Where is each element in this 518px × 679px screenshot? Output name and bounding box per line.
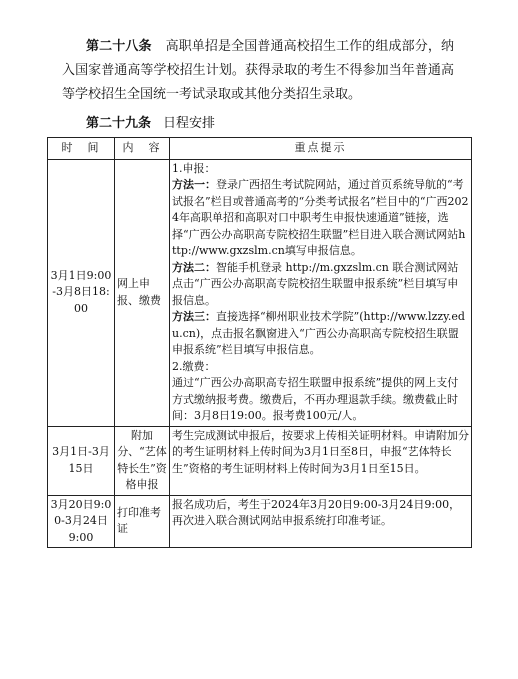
- row3-time: 3月20日9:00-3月24日9:00: [48, 495, 115, 548]
- row1-section2-title: 2.缴费：: [172, 359, 216, 373]
- row1-method3: [172, 309, 469, 359]
- method3-label: 方法三：: [172, 310, 216, 323]
- row3-notes: 报名成功后，考生于2024年3月20日9:00-3月24日9:00，再次进入联合测试网站申报系统打印准考证。: [170, 495, 472, 548]
- table-row: [48, 426, 472, 495]
- article-29-heading: [86, 113, 215, 135]
- header-key-notes: 重点提示: [170, 138, 472, 160]
- row1-section2-text: 通过“广西公办高职高专招生联盟申报系统”提供的网上支付方式缴纳报考费。缴费后，不再办理退款手续。缴费截止时间：3月8日19:00。报考费100元/人。: [172, 376, 459, 422]
- table-row: [48, 495, 472, 548]
- row1-notes: [170, 159, 472, 426]
- row1-method1: [172, 177, 469, 260]
- row3-item: 打印准考证: [115, 495, 170, 548]
- article-29-number: 第二十九条: [86, 116, 152, 131]
- row1-section1-title: 1.申报：: [172, 161, 216, 175]
- table-row: [48, 159, 472, 426]
- article-28-text: 高职单招是全国普通高校招生工作的组成部分，纳入国家普通高等学校招生计划。获得录取的考生不得参加当年普通高等学校招生全国统一考试录取或其他分类招生录取。: [62, 39, 454, 102]
- row2-time: 3月1日-3月15日: [48, 426, 115, 495]
- schedule-table: [47, 137, 472, 548]
- article-29-title: 日程安排: [163, 116, 216, 131]
- row1-time: 3月1日9:00 -3月8日18:00: [48, 159, 115, 426]
- row2-notes: 考生完成测试申报后，按要求上传相关证明材料。申请附加分的考生证明材料上传时间为3月1日至8日，申报“艺体特长生”资格的考生证明材料上传时间为3月1日至15日。: [170, 426, 472, 495]
- header-time: 时 间: [48, 138, 115, 160]
- method2-text: 智能手机登录 http://m.gxzslm.cn 联合测试网站点击“广西公办高职高专院校招生联盟申报系统”栏目填写申报信息。: [172, 260, 459, 307]
- article-28-number: 第二十八条: [86, 39, 152, 54]
- method1-text: 登录广西招生考试院网站，通过首页系统导航的“考试报名”栏目或普通高考的“分类考试报名”栏目中的“广西2024年高职单招和高职对口中职考生申报快速通道”链接，选择“广西公办高职高专院校招生联盟”栏目进入联合测试网站http://www.gxzslm.cn填写申报信息。: [172, 178, 469, 257]
- method3-text: 直接选择“柳州职业技术学院”(http://www.lzzy.edu.cn)，点击报名飘窗进入“广西公办高职高专院校招生联盟申报系统”栏目填写申报信息。: [172, 310, 465, 356]
- row1-item: 网上申报、缴费: [115, 159, 170, 426]
- article-28: [62, 35, 454, 107]
- row1-method2: [172, 260, 469, 310]
- method1-label: 方法一：: [172, 178, 216, 191]
- table-header-row: [48, 138, 472, 160]
- method2-label: 方法二：: [172, 260, 216, 274]
- row2-item: 附加分、“艺体特长生”资格申报: [115, 426, 170, 495]
- header-content: 内 容: [115, 138, 170, 160]
